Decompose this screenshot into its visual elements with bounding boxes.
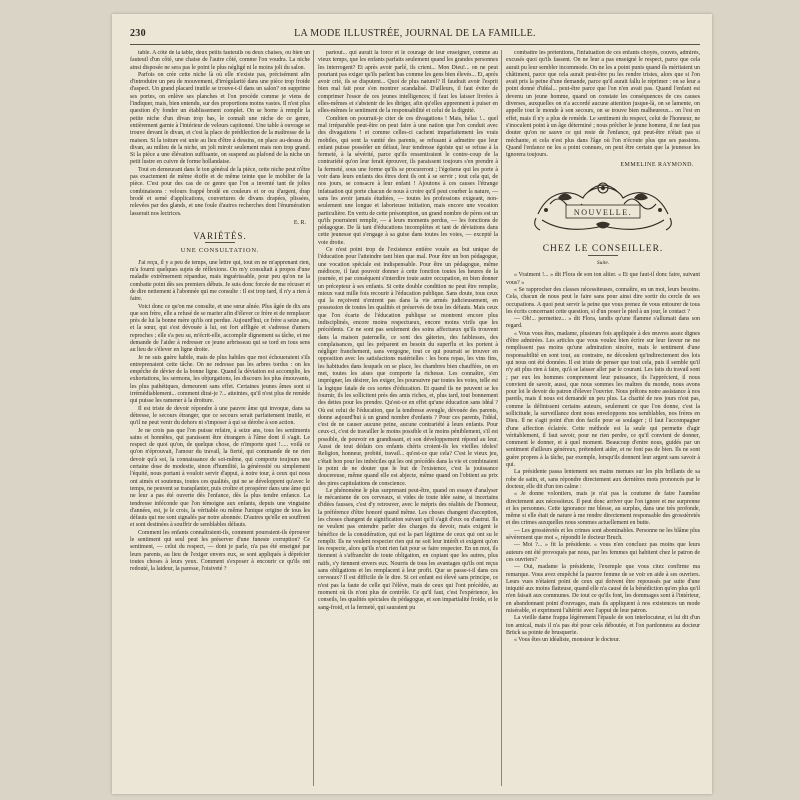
column-3: [506, 50, 700, 786]
paragraph: « Vous vous êtes, madame, plusieurs fois appliquée à des œuvres assez dignes d'être admirées. Les articles que vous voulez bien écrire sur leur faveur ne me remplissent pas moins qu'une admiration sincère, mais le sentiment d'une responsabilité en sont tout, au contraire, ne découlent qu'indirectement des lois qui nous ont été données. Il est triste de penser que tout cela, puis il semble qu'il n'y ait plus rien à faire, qu'à se laisser aller par le courant. Les faits du travail sont ; par eux les hommes comprennent leur puissance, ils l'apprécient, il nous convient de savoir, aussi, que nous sommes les maîtres du monde, nous avons pour loi le devoir du patron d'élever l'ouvrier. Nous prêtons notre assistance à nos pareils, mais il nous est demandé un peu plus. La charité de nos jours n'est pas, comme la définissent certains auteurs, seulement ce que l'on donne, c'est la sollicitude, la surveillance dont nous enveloppons nos semblables, nos frères en Dieu. Il ne s'agit point d'un don facile pour se soulager ; il faut l'accompagner d'une affection éclairée. Cette méthode est la seule qui permette d'agir véritablement, il faut savoir, pour ne rien perdre, ce qu'il convient de donner, comment le donner, et à quel moment. Beaucoup d'entre nous, guidés par un sentiment d'ailleurs généreux, prétendent aider, et ne font pas de bien. Ils ne sont guère propres à la tâche, par exemple, lorsqu'ils donnent leur argent sans savoir à qui.: [506, 330, 700, 469]
paragraph: Combien on pourrait-je citer de ces divagations ! Mais, hélas !... quel mal irréparable peut-être on peut faire à une nation que l'on conduit avec des divagations ! et comme celles-ci cachent imparfaitement les vrais mobiles, qui sont la vanité des parents, se refusant à admettre que leur enfant puisse posséder un défaut, leur tendresse égoïste qui se refuse à la fermeté, à la sévérité, parce qu'ils ressentiraient le contre-coup de la contrariété qu'on leur ferait éprouver, ils paraissent toujours s'en prendre à la fermeté, sous une forme qu'ils se procureront ; l'égoïsme qui les porte à voir dans leurs enfants des êtres dont ils ont à se servir ; tout cela qui, de nos jours, se consacre à leur enfant ! Ajoutons à ces causes l'étrange infatuation qui porte chacun de nous à croire qu'il peut courber la nature, — sans les avoir jamais étudiées, — toutes les professions exigeant, non-seulement une longue et laborieuse initiation, mais encore une vocation particulière. En vertu de cette présomption, un grand nombre de pères est un qu'ils pourraient remplir, — à leurs moments perdus, — les fonctions de pédagogue. De là tant d'éducations incomplètes et tant de déviations dans cette jeunesse qui s'engage à sa guise dans toutes les voies, — excepté la voie droite.: [318, 115, 498, 246]
paragraph: « Vraiment !... » dit Flora de son ton altier. « Et que faut-il donc faire, suivant vous? »: [506, 272, 700, 286]
paragraph: « Vous êtes un idéaliste, monsieur le docteur.: [514, 637, 620, 644]
paragraph: J'ai reçu, il y a peu de temps, une lettre qui, tout en ne m'apprenant rien, m'a fourni quelques sujets de réflexions. On m'y consultait à propos d'une maladie extrêmement répandue, mais inguérissable, pour peu qu'on ne la combatte point dès ses premiers débuts. Je suis donc forcée de me récuser et de dire nettement à l'abonnée qui me consulte : Il est trop tard, il n'y a rien à faire.: [130, 259, 310, 303]
paragraph: Parfois on crée cette niche là où elle n'existe pas, précisément afin d'introduire un peu de mouvement, d'irrégularité dans une pièce trop froide d'aspect. Un grand placard inutile se trouve-t-il dans un salon? on supprime ses portes, on enlève ses planches et l'on procède comme je viens de l'indiquer, mais, bien entendu, sur des proportions moins vastes. Il n'est plus question d'y fonder un établissement complet. On se borne à remplir la petite niche d'un divan trop bas, le connaît une niche de ce genre, entièrement garnie à l'intérieur de velours capitonné. Une table à ouvrage se trouve devant le divan, et c'est la place de prédilection de la maîtresse de la maison. Si la toiture est unie au lieu d'être à dessins, on place au-dessus du divan, au milieu de la niche, un joli miroir seulement mais non trop grand. Si la pièce a une élévation suffisante, on suspend au plafond de la niche un petit lustre en cuivre de forme hollandaise.: [130, 71, 310, 166]
paragraph: Il est triste de devoir répondre à une pauvre âme qui invoque, dans sa détresse, le secours étranger, que ce secours serait parfaitement inutile, et qu'il ne peut venir du dehors ni s'imposer à qui se dérobe à son action.: [130, 405, 310, 427]
paragraph: Le phénomène le plus surprenant peut-être, quand on essaye d'analyser le mécanisme de ces cerveaux, si vides de toute idée saine, si incertains d'idées fausses, c'est d'y retrouver, avec le mépris des réalités de l'honneur, la préférence d'être honoré quand même. Les choses changent d'acception, les choses changent de signification suivant qu'il s'agit d'eux ou d'autrui. Ils ne veulent pas entendre parler des charges du devoir, mais exigent le bénéfice de la considération, qui est la part légitime de ceux qui ont su le remplir. Ils ne veulent respecter rien qui ne soit leur intérêt et exigent qu'on les respecte, alors qu'ils n'ont rien fait pour se faire respecter. En un mot, ils tiennent à s'affranchir de toute obligation, en copiant que les autres, plus naïfs, s'y tiennent envers eux. Nourris de tous les avantages qu'ils ont reçus sans obligations et les remplacent à leur profit. Que se passe-t-il dans ces cerveaux? Il est difficile de le dire. Si cet enfant est élevé sans principe, ce n'est pas la faute de celle qui l'élève, mais de ceux qui l'ont précédée, au moment où ils n'ont plus de contrôle. Ce qu'il faut, c'est l'expérience, les conseils, les qualités spéciales du pédagogue, et son impartialité froide, et le sang-froid, et la fermeté, qui sauraient pu: [318, 487, 498, 611]
paragraph: — Les grossièretés et les crimes sont abominables. Personne ne les blâme plus sévèrement que moi », répondit le docteur Bruch.: [506, 527, 700, 542]
nouvelle-ornament-banner: [528, 174, 678, 240]
header-rule: [130, 44, 700, 45]
paragraph: table. A côté de la table, deux petits fauteuils ou deux chaises, ou bien un fauteuil d'un côté, une chaise de l'autre côté, comme l'on voudra. La niche ainsi disposée ne sera pas le point le plus négligé ni le moins joli du salon.: [130, 50, 310, 71]
paragraph: combattre les prétentions, l'infatuation de ces enfants choyés, couvés, admirés, excusés quoi qu'ils fassent. On ne leur a pas enseigné le respect, parce que cela aurait pu leur sembler incommode. On ne les a point punis quand ils méritaient un châtiment, parce que cela aurait peut-être pu les rendre tristes, alors que si l'on avait pris la peine d'une demande, parce qu'il aurait fallu le réprimer : on se leur a point donné d'idéal... peut-être parce que l'on n'en avait pas. Quand l'enfant est devenu un jeune homme, quand on constate les conséquences de ces causes diverses, auxquelles on n'a accordé aucune attention jusque-là, on se lamente, on appelle tout le monde à son secours, on se trouve bien malheureux... on l'est en effet, mais il n'y a plus de remède. Le sentiment du respect, celui de l'honneur, ne s'inoculent point à un âge déterminé ; nous prêcher le jeune homme, il ne faut pas douter qu'on ne sauve ce qui reste de l'enfance, qui peut-être n'était pas si méchante, et cela n'est plus dans l'âge où l'on n'écoute plus que ses passions. Quand l'enfance ne les a point connues, on peut être certain que la jeunesse les ignorera toujours.: [506, 50, 700, 159]
article-signature: EMMELINE RAYMOND.: [620, 162, 694, 169]
running-title: LA MODE ILLUSTRÉE, JOURNAL DE LA FAMILLE.: [294, 28, 536, 39]
section-title: VARIÉTÉS.: [193, 231, 247, 242]
story-rule: [588, 255, 618, 256]
paragraph: « Je donne volontiers, mais je n'ai pas la coutume de faire l'aumône directement aux nécessiteux. Il peut donc arriver que l'on ignore et me surprenne et les personnes. Cette ignorance me blesse, au surplus, dans une très profonde, même si elle était de nature à me rendre directement responsable des grossièretés et des crimes auxquelles nous sommes actuellement en butte.: [506, 491, 700, 527]
paragraph: Je ne crois pas que l'on puisse refaire, à seize ans, tous les sentiments sains et honnêtes, qui paraissent être étrangers à l'âme dont il s'agit. Le respect de quoi qu'on, de quelque chose, de n'importe quoi !..... voilà ce qu'on n'éprouvait, l'amour du travail, la fierté, qui commande de ne rien devoir qu'à soi, la connaissance de soi-même, qui comporte toujours une certaine dose de modestie, sinon d'humilité, la générosité ou simplement l'équité, nous portant à vouloir servir d'appui, à notre tour, à ceux qui nous ont aimés et soutenus, toutes ces qualités, qui ne se développent qu'avec le temps, ne peuvent se transplanter, puis croître et prospérer dans une âme qui ne leur a pas été ouverte dès l'enfance, dès la plus tendre enfance. La tendresse inféconde que l'on témoigne aux enfants, depuis une vingtaine d'années, est, je le crois, la véritable ou même l'unique origine de tous les défauts qui me sont signalés par notre abonnée. D'autres qu'elle en souffrent et sont destinées à souffrir de semblables défauts.: [130, 427, 310, 529]
paragraph: Ce n'est point trop de l'existence entière vouée au but unique de l'éducation pour l'atteindre tant bien que mal. Pour être un bon pédagogue, une vocation spéciale est indispensable. Pour être un pédagogue, même médiocre, il faut pouvoir donner à cette fonction toutes les heures de la journée, et par conséquent s'interdire toute autre occupation, en bien donner un précepteur à ses enfants. Si cette double condition ne peut être remplie, mieux vaut mille fois recourir à l'éducation publique. Sans doute, tous ceux qui la reçoivent n'entrent pas dans la vie armés judicieusement, en possession de toutes les qualités et préservés de tous les défauts. Mais ceux que l'on écarte de l'éducation publique se montrent encore plus indisciplinés, encore moins respectueux, encore moins virils que les précédents. Ce ne sont pas seulement des soins affectueux qu'ils trouvent dans la maison paternelle, ce sont des gâteries, des faiblesses, des complaisances, qui les préparent en besoin du superflu et les portent à négliger franchement, sans vergogne, tout ce qui pourrait se trouver en opposition avec les satisfactions matérielles : les bons repas, les vins fins, les habitudes dans lesquels on se place, les chambres bien chauffées, on en met, toutes les aises que comporte la richesse. Les connaître, s'en imprégner, les désirer, les exiger, les poursuivre par toutes les voies, telle est la logique fatale de ces sortes d'éducation. Et quand ils ne peuvent se les fournir, ils les sollicitent près des amis riches, et, plus tard, tout bonnement des dettes pour les prendre. Qu'est-ce en effet qu'une éducation sans idéal ? Où est celui de l'éducation, que la tendresse aveugle, dévouée des parents, donne aujourd'hui à un grand nombre d'enfants ? Pour ces parents, l'idéal, c'est de ne causer aucune peine, aucune contrariété à leurs enfants. Pour ceux-ci, c'est de travailler le moins possible et le moins péniblement, s'il est possible, de pouvoir en grandissant, et son développement répond au leur. Aussi de tout dédain ces enfants chéris croient-ils les vieilles idoles! Religion, honneur, probité, travail... qu'est-ce que cela? C'est le vieux jeu, c'était bon pour les imbéciles qui les ont précédés dans la vie et combinaient le point de ne douter que le but de l'existence, c'est la jouissance doucereuse, même quand elle est abjecte, même quand on l'obtient au prix des pires capitulations de conscience.: [318, 247, 498, 487]
section-subtitle: UNE CONSULTATION.: [180, 247, 260, 255]
column-2: [318, 50, 498, 786]
newspaper-page: [112, 14, 712, 794]
column-divider: [313, 50, 314, 786]
paragraph: Voici donc ce qu'on me consulte, et une sœur aînée. Plus âgée de dix ans que son frère, elle a refusé de se marier afin d'élever ce frère et de remplacer près de lui la bonne mère qu'ils ont perdue. Aujourd'hui, ce frère a seize ans, et la sœur, qui s'est dévouée à lui, est fort affligée et s'adresse d'amers reproches ; elle s'a peu su, m'écrit-elle, accomplir dignement sa tâche, et me demande de l'aider à redresser ce jeune arbrisseau qui se tord en tous sens au lieu de s'élever en ligne droite.: [130, 303, 310, 354]
story-subtitle: Suite.: [596, 260, 610, 267]
column-divider: [501, 50, 502, 786]
paragraph: Comment les enfants connaîtraient-ils, comment pourraient-ils éprouver le sentiment qui seul peut les préserver d'une funeste corruption? Ce sentiment, — celui du respect, — dont je parle, n'a pas été enseigné par leurs parents, au lieu de l'exiger envers eux, se sont appliqués à déprécier toutes choses à leurs yeux. Comment s'exposer à encourir ce qu'ils ont redouté, la laideur, la paresse, l'oisiveté ?: [130, 529, 310, 573]
paragraph: — Oh!... permettez... » dit Flora, tandis qu'une flamme s'allumait dans son regard.: [506, 316, 700, 330]
page-number: 230: [130, 28, 146, 39]
paragraph: Je ne suis guère habile, mais de plus habiles que moi échoueraient s'ils entreprenaient cette tâche. On ne redresse pas les arbres tordus : on les empêche de dévier de la bonne ligne. Quand la déviation est accomplie, les exhortations, les sermons, les objurgations, les discours les plus émouvants, les plus pathétiques, demeurent sans effet. Certaines jeunes âmes sont si irrémédiablement... comment dirai-je ?... atteintes, qu'il n'est plus de remède qui puisse les ramener à la droiture.: [130, 354, 310, 405]
paragraph: partout... qui aurait la force et le courage de leur enseigner, comme au vieux temps, que les enfants parfaits seulement quand les grandes personnes les interrogent? Et après avoir parlé, ils crient... Mon Dieu!... on ne peut pourtant pas exiger qu'ils parlent bas comme les gens bien élevés... Et, après avoir crié, ils se disputent... Quoi de plus naturel? Il faudrait avoir l'esprit bien mal fait pour s'en montrer scandalisé. D'ailleurs, il faut éviter de comprimer l'essor de ces jeunes intelligences; il faut les laisser livrées à elles-mêmes et s'abstenir de les diriger, afin qu'elles apprennent à puiser en elles-mêmes le sentiment de la responsabilité et celui de la dignité.: [318, 50, 498, 115]
section-rule: [205, 242, 235, 243]
paragraph: Tout en demeurant dans le ton général de la pièce, cette niche peut n'être pas exactement de même étoffe et de même teinte que le mobilier de la pièce. C'est pour des cas de ce genre que l'on a inventé tant de jolies combinaisons : velours frappé brodé en couleurs et or ou d'argent, drap brodé et semé d'applications, couvertures de divans drapées, plissées, relevées par des glands, et une foule d'autres recherches dont l'énumération lasserait nos lectrices.: [130, 166, 310, 217]
column-1: [130, 50, 310, 786]
paragraph: — Moi ?... » fit la présidente. « vous n'en concluez pas moins que leurs auteurs ont été provoqués par nous, par les femmes qui habitent chez le patron de ces ouvriers?: [506, 542, 700, 563]
article-signature: E. R.: [293, 219, 306, 226]
story-title: CHEZ LE CONSEILLER.: [542, 243, 664, 254]
paragraph: « Se rapprocher des classes nécessiteuses, connaître, en un mot, leurs besoins. Cela, chacun de nous peut le faire sans pour ainsi dire sortir du cercle de ses occupations. A quoi peut servir la peine que vous prenez de vous entourer de tous les écrits concernant cette question, si d'un poser le pied à un jour, le contact ?: [506, 286, 700, 315]
ornament-label: NOUVELLE.: [573, 207, 633, 217]
paragraph: La vieille dame frappa légèrement l'épaule de son interlocuteur, et lui dit d'un ton amical, mais il n'a pas été pour cela déboutée, et l'on pardonnera au docteur Brück sa pointe de brusquerie.: [506, 615, 700, 636]
running-header: [130, 28, 700, 42]
paragraph: La présidente passa lentement ses mains menues sur les plis brillants de sa robe de satin, et, sans répondre directement aux dernières mots prononcés par le docteur, elle dit d'un ton calme :: [506, 469, 700, 490]
paragraph: — Oui, madame la présidente, l'exemple que vous citez confirme ma remarque. Vous avez empêché la pauvre femme de se voir en aide à ses ouvriers. Leurs vues n'étaient point de ceux qui doivent être repoussés par suite d'une iniquité aux moins flatteuse, quand elle n'a causé de la bénédiction qu'en plus qu'il n'en faisait aux communes. De tout ce qu'ils font, les dommages sont à l'intérieur, en abandonnant point d'ouvrages, mais ils appliquent à nos existences un mode misérable, et expriment l'altérité avec l'appui de leur patron.: [506, 564, 700, 614]
